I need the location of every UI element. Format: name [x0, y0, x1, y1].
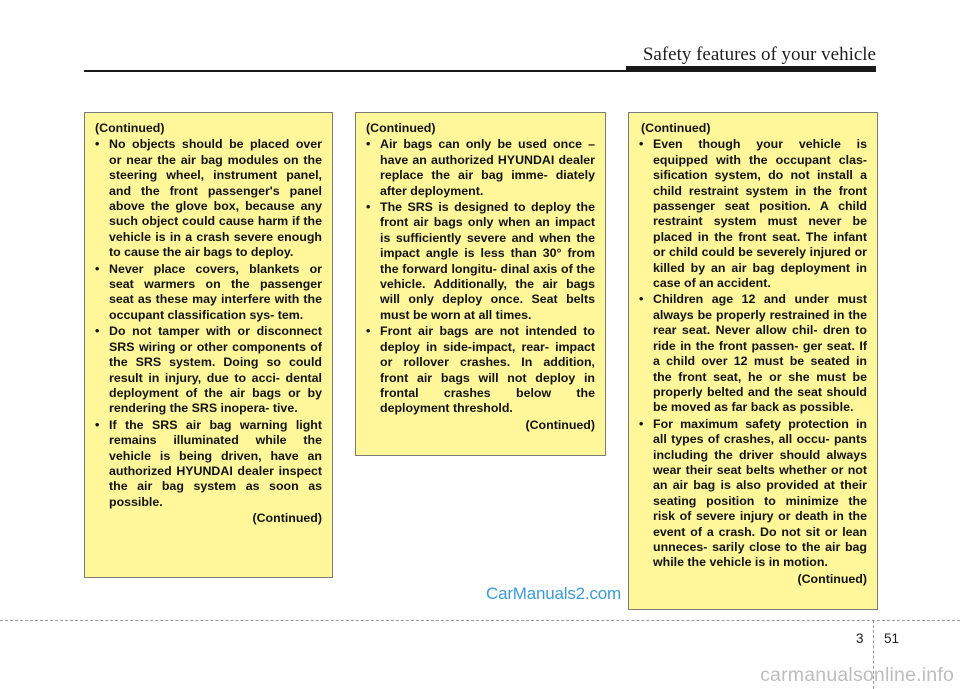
chapter-number: 3: [856, 631, 864, 646]
list-item: [639, 417, 867, 571]
list-item-text: Never place covers, blankets or seat warmers on the passenger seat as these may interfere with the occupant classification sys- tem.: [109, 261, 322, 322]
warning-box-right: [628, 112, 878, 610]
list-item: [366, 200, 595, 323]
list-item-text: The SRS is designed to deploy the front air bags only when an impact is sufficiently severe and when the impact angle is less than 30° from the forward longitu- dinal axis of the vehicle. Additionally, the air bags will only deploy once. Seat belts must be worn at all times.: [380, 200, 595, 322]
warning-box-middle: [355, 112, 606, 456]
list-item: [95, 324, 322, 416]
list-item-text: Air bags can only be used once – have an authorized HYUNDAI dealer replace the air bag imme- diately after deployment.: [380, 137, 595, 198]
box-heading: (Continued): [641, 121, 711, 135]
bullet-icon: •: [639, 416, 644, 431]
list-item-text: For maximum safety protection in all types of crashes, all occu- pants including the driver should always wear their seat belts whether or not an air bag is also provided at their seating position to minimize the risk of severe injury or death in the event of a crash. Do not sit or lean unneces- sarily close to the air bag while the vehicle is in motion.: [653, 416, 867, 570]
watermark-link[interactable]: CarManuals2.com: [486, 584, 621, 603]
box-footer: (Continued): [525, 417, 595, 432]
section-title: Safety features of your vehicle: [642, 44, 876, 65]
list-item-text: If the SRS air bag warning light remains illuminated while the vehicle is being driven, have an authorized HYUNDAI dealer inspect the air bag system as soon as possible.: [109, 417, 322, 509]
bullet-icon: •: [95, 261, 100, 276]
warning-list: [95, 137, 322, 510]
list-item: [366, 324, 595, 416]
bullet-icon: •: [366, 137, 371, 152]
list-item: [95, 418, 322, 510]
warning-box-left: [84, 112, 333, 578]
list-item-text: No objects should be placed over or near the air bag modules on the steering wheel, instrument panel, and the front passenger's panel above the glove box, because any such object could cause harm if the vehicle is in a crash severe enough to cause the air bags to deploy.: [109, 137, 322, 260]
bullet-icon: •: [95, 137, 100, 152]
bullet-icon: •: [366, 200, 371, 215]
list-item: [366, 137, 595, 199]
list-item: [95, 262, 322, 324]
warning-list: [366, 137, 595, 416]
box-footer: (Continued): [797, 571, 867, 586]
list-item: [639, 292, 867, 415]
page-number: 51: [884, 631, 900, 646]
list-item: [95, 137, 322, 260]
bullet-icon: •: [639, 292, 644, 307]
header-rule-accent: [626, 66, 876, 72]
bullet-icon: •: [639, 137, 644, 152]
list-item-text: Front air bags are not intended to deploy in side-impact, rear- impact or rollover crashes. In addition, front air bags will not deploy in frontal crashes below the deployment threshold.: [380, 324, 595, 416]
list-item-text: Do not tamper with or disconnect SRS wiring or other components of the SRS system. Doing so could result in injury, due to acci- dental deployment of the air bags or by rendering the SRS inopera- tive.: [109, 324, 322, 416]
bullet-icon: •: [95, 324, 100, 339]
box-heading: (Continued): [366, 121, 436, 135]
list-item-text: Even though your vehicle is equipped with the occupant clas- sification system, do not install a child restraint system in the front passenger seat position. A child restraint system must never be placed in the front seat. The infant or child could be severely injured or killed by an air bag deployment in case of an accident.: [653, 137, 867, 291]
warning-list: [639, 137, 867, 570]
list-item: [639, 137, 867, 291]
box-footer: (Continued): [252, 511, 322, 526]
bullet-icon: •: [366, 324, 371, 339]
box-heading: (Continued): [95, 121, 165, 135]
list-item-text: Children age 12 and under must always be properly restrained in the rear seat. Never allow chil- dren to ride in the front passen- ger seat. If a child over 12 must be seated in the front seat, he or she must be properly belted and the seat should be moved as far back as possible.: [653, 292, 867, 415]
bullet-icon: •: [95, 417, 100, 432]
footer-rule: [0, 620, 960, 621]
footer-site-link[interactable]: carmanualsonline.info: [760, 664, 954, 686]
